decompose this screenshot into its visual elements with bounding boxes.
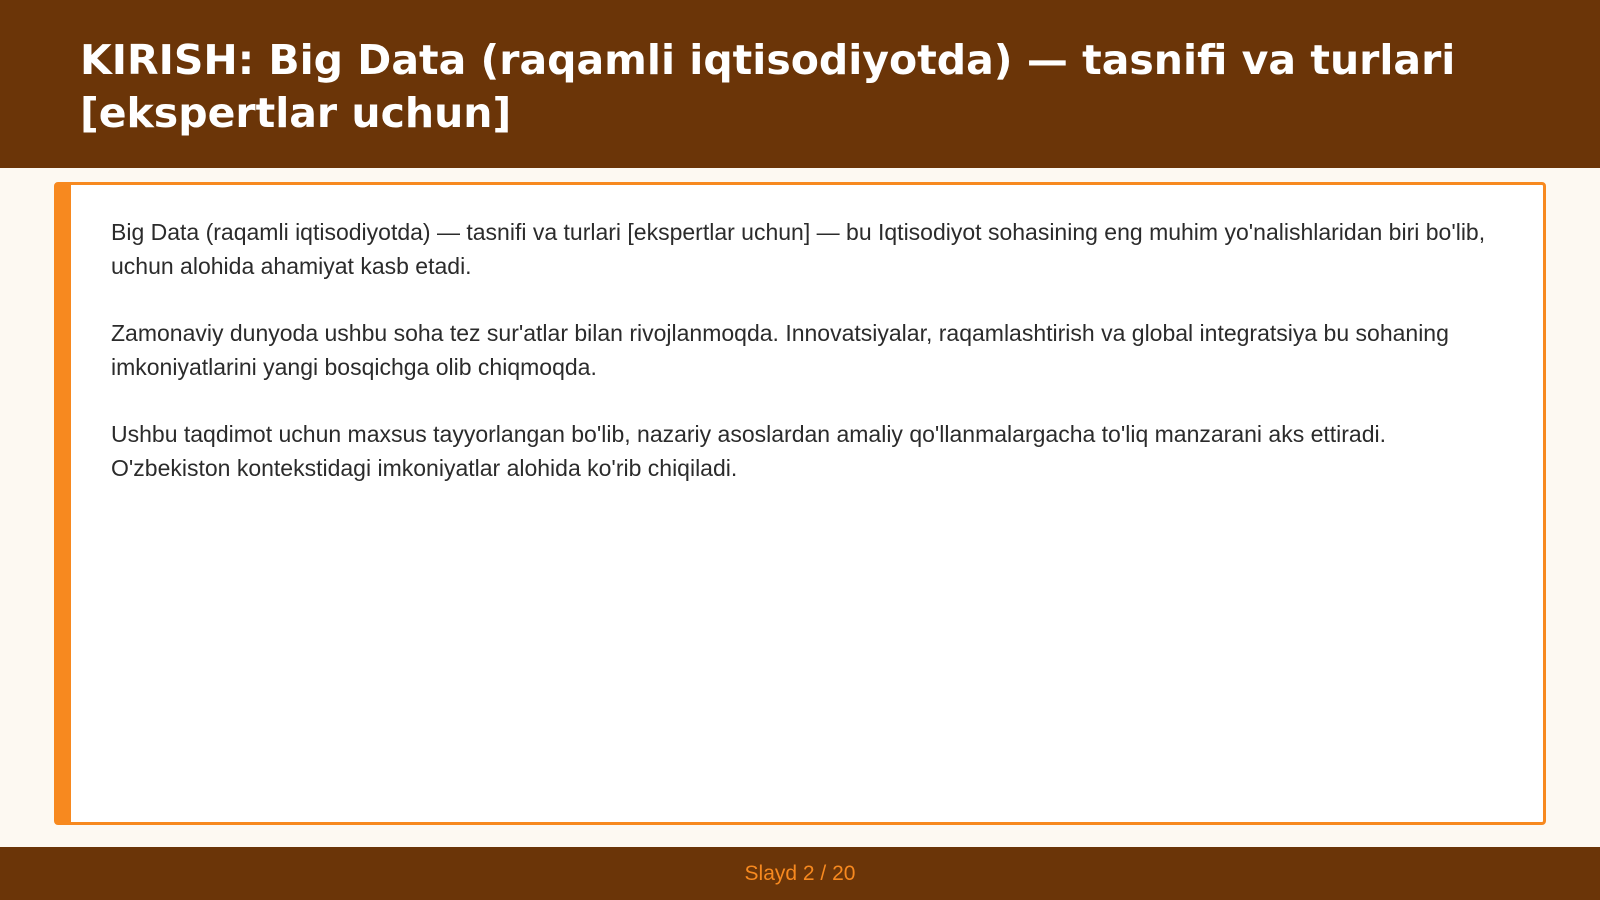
slide-header [0,0,1600,168]
content-card [54,182,1546,825]
slide-title: KIRISH: Big Data (raqamli iqtisodiyotda) — tasnifi va turlari [ekspertlar uchun] [80,36,1456,137]
context-paragraph: Zamonaviy dunyoda ushbu soha tez sur'atlar bilan rivojlanmoqda. Innovatsiyalar, raqamlashtirish va global integratsiya bu sohaning imkoniyatlarini yangi bosqichga olib chiqmoqda. [111,320,1449,380]
purpose-paragraph: Ushbu taqdimot uchun maxsus tayyorlangan bo'lib, nazariy asoslardan amaliy qo'llanmalargacha to'liq manzarani aks ettiradi. O'zbekiston kontekstidagi imkoniyatlar alohida ko'rib chiqiladi. [111,421,1387,481]
slide-footer [0,847,1600,900]
slide-counter: Slayd 2 / 20 [744,861,856,885]
intro-paragraph: Big Data (raqamli iqtisodiyotda) — tasnifi va turlari [ekspertlar uchun] — bu Iqtisodiyot sohasining eng muhim yo'nalishlaridan biri bo'lib, uchun alohida ahamiyat kasb etadi. [111,219,1486,279]
